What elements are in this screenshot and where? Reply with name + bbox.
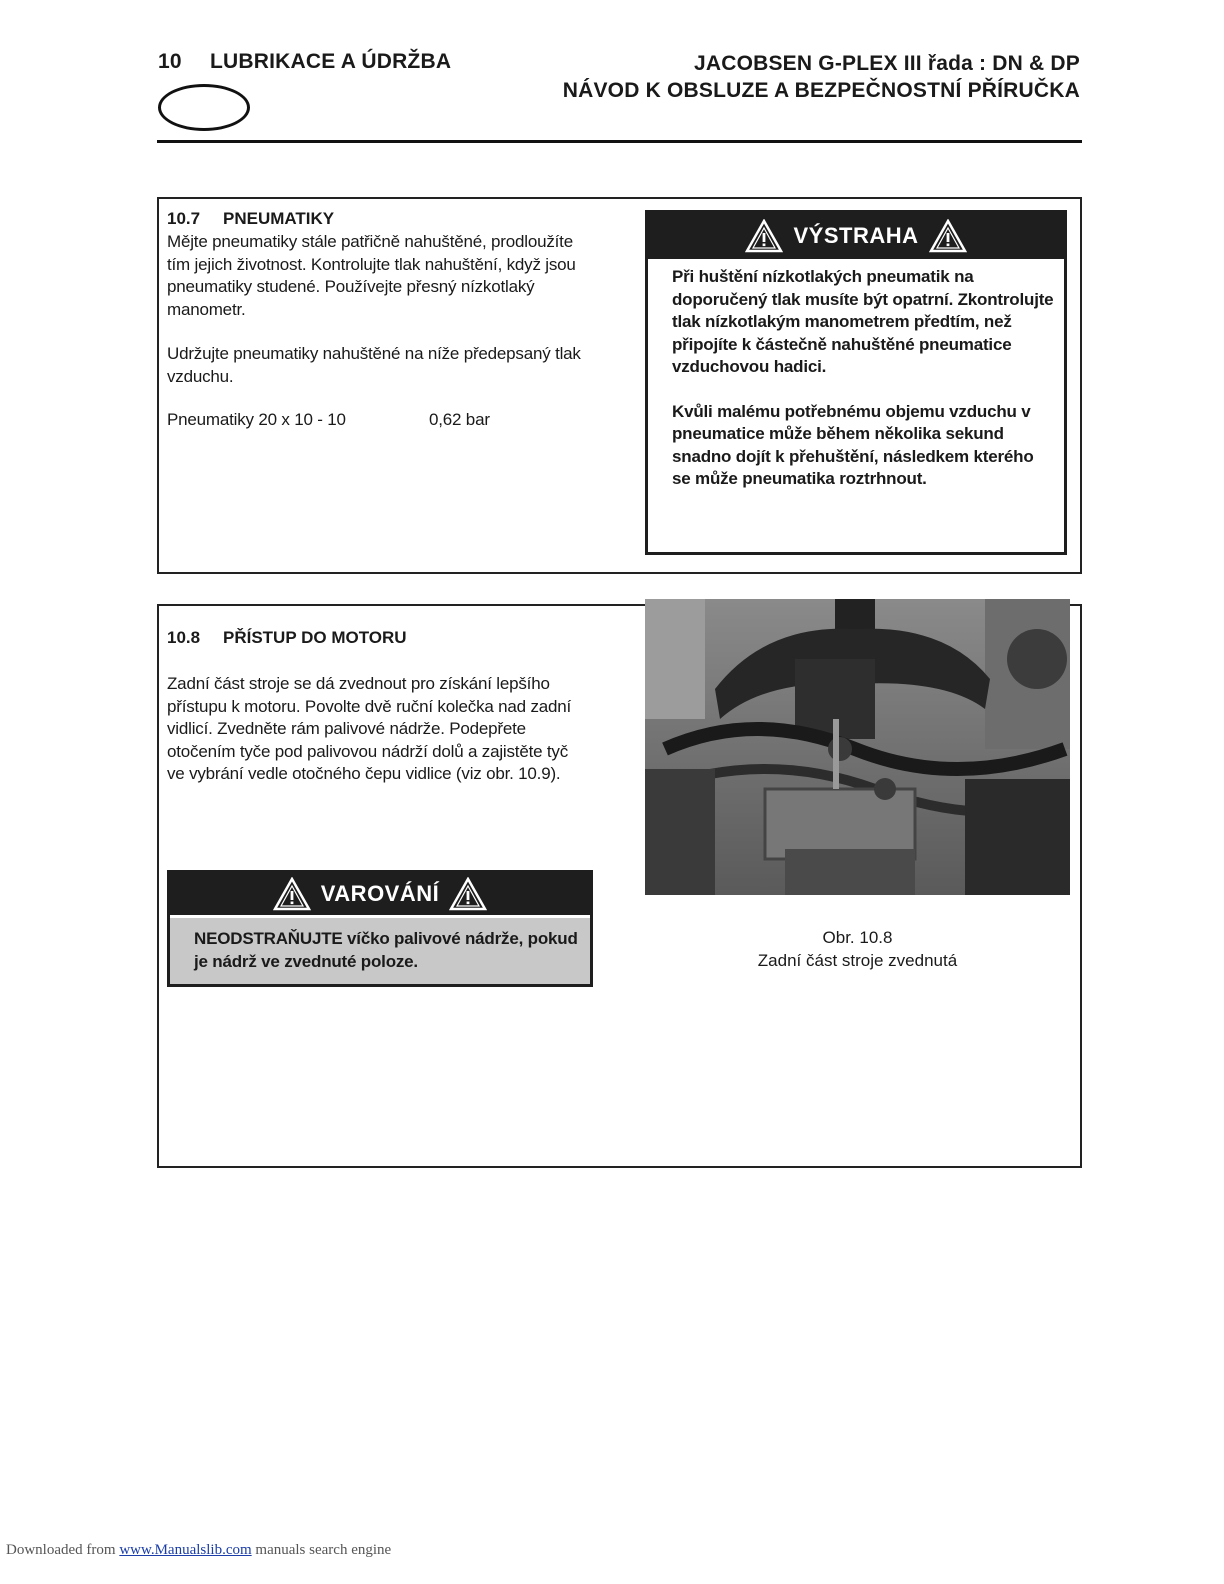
tires-warning-paragraph-1: Při huštění nízkotlakých pneumatik na doporučený tlak musíte být opatrní. Zkontrolujte tlak nízkotlakým manometrem předtím, než připojíte k částečně nahuštěné pneumatice vzduchovou hadici. <box>672 267 1054 376</box>
engine-access-paragraph: Zadní část stroje se dá zvednout pro získání lepšího přístupu k motoru. Povolte dvě ruční kolečka nad zadní vidlicí. Zvedněte rám palivové nádrže. Podepřete otočením tyče pod palivovou nádrží dolů a zajistěte tyč ve vybrání vedle otočného čepu vidlice (viz obr. 10.9). <box>167 674 572 783</box>
engine-section-title <box>167 628 407 648</box>
tires-warning-body <box>648 259 1064 491</box>
section-number: 10 <box>158 50 182 73</box>
engine-section-number: 10.8 <box>167 628 201 647</box>
tires-paragraph-2: Udržujte pneumatiky nahuštěné na níže předepsaný tlak vzduchu. <box>167 344 581 386</box>
tire-size-label: Pneumatiky 20 x 10 - 10 <box>167 410 346 429</box>
warning-triangle-icon <box>929 219 967 253</box>
tires-warning-paragraph-2: Kvůli malému potřebnému objemu vzduchu v pneumatice může během několika sekund snadno dojít k přehuštění, následkem kterého se může pneumatika roztrhnout. <box>672 401 1034 488</box>
engine-access-photo <box>645 599 1070 895</box>
document-title-line1: JACOBSEN G-PLEX III řada : DN & DP <box>693 52 1080 75</box>
tire-pressure-spec <box>167 409 587 432</box>
tires-warning-title: VÝSTRAHA <box>793 223 919 248</box>
document-title <box>563 50 1080 104</box>
header-divider <box>157 140 1082 143</box>
fuel-cap-warning-header <box>170 873 590 915</box>
language-oval-mark <box>158 84 250 131</box>
warning-triangle-icon <box>745 219 783 253</box>
tires-section-number: 10.7 <box>167 209 201 228</box>
download-footer <box>6 1542 391 1559</box>
tires-paragraph-1: Mějte pneumatiky stále patřičně nahuštěné, prodloužíte tím jejich životnost. Kontrolujte tlak nahuštění, když jsou pneumatiky studené. Používejte přesný nízkotlaký manometr. <box>167 232 576 319</box>
footer-prefix: Downloaded from <box>6 1542 116 1558</box>
fuel-cap-warning-title: VAROVÁNÍ <box>320 881 440 906</box>
engine-section-heading: PŘÍSTUP DO MOTORU <box>223 628 407 647</box>
tires-section-heading: PNEUMATIKY <box>223 209 335 228</box>
figure-caption <box>645 926 1070 972</box>
tires-warning-box <box>645 210 1067 555</box>
tires-section-title <box>167 209 334 229</box>
tires-warning-header <box>648 213 1064 259</box>
figure-caption-text: Zadní část stroje zvednutá <box>757 951 958 970</box>
document-title-line2: NÁVOD K OBSLUZE A BEZPEČNOSTNÍ PŘÍRUČKA <box>562 79 1080 102</box>
tire-pressure-value: 0,62 bar <box>429 410 490 429</box>
section-heading <box>158 50 451 74</box>
footer-suffix: manuals search engine <box>255 1542 392 1558</box>
warning-triangle-icon <box>449 877 487 911</box>
warning-triangle-icon <box>273 877 311 911</box>
fuel-cap-warning-text: NEODSTRAŇUJTE víčko palivové nádrže, pokud je nádrž ve zvednuté poloze. <box>170 915 590 973</box>
section-title: LUBRIKACE A ÚDRŽBA <box>210 50 452 73</box>
figure-number: Obr. 10.8 <box>822 928 893 947</box>
fuel-cap-warning-box <box>167 870 593 987</box>
manualslib-link[interactable]: www.Manualslib.com <box>119 1542 252 1558</box>
